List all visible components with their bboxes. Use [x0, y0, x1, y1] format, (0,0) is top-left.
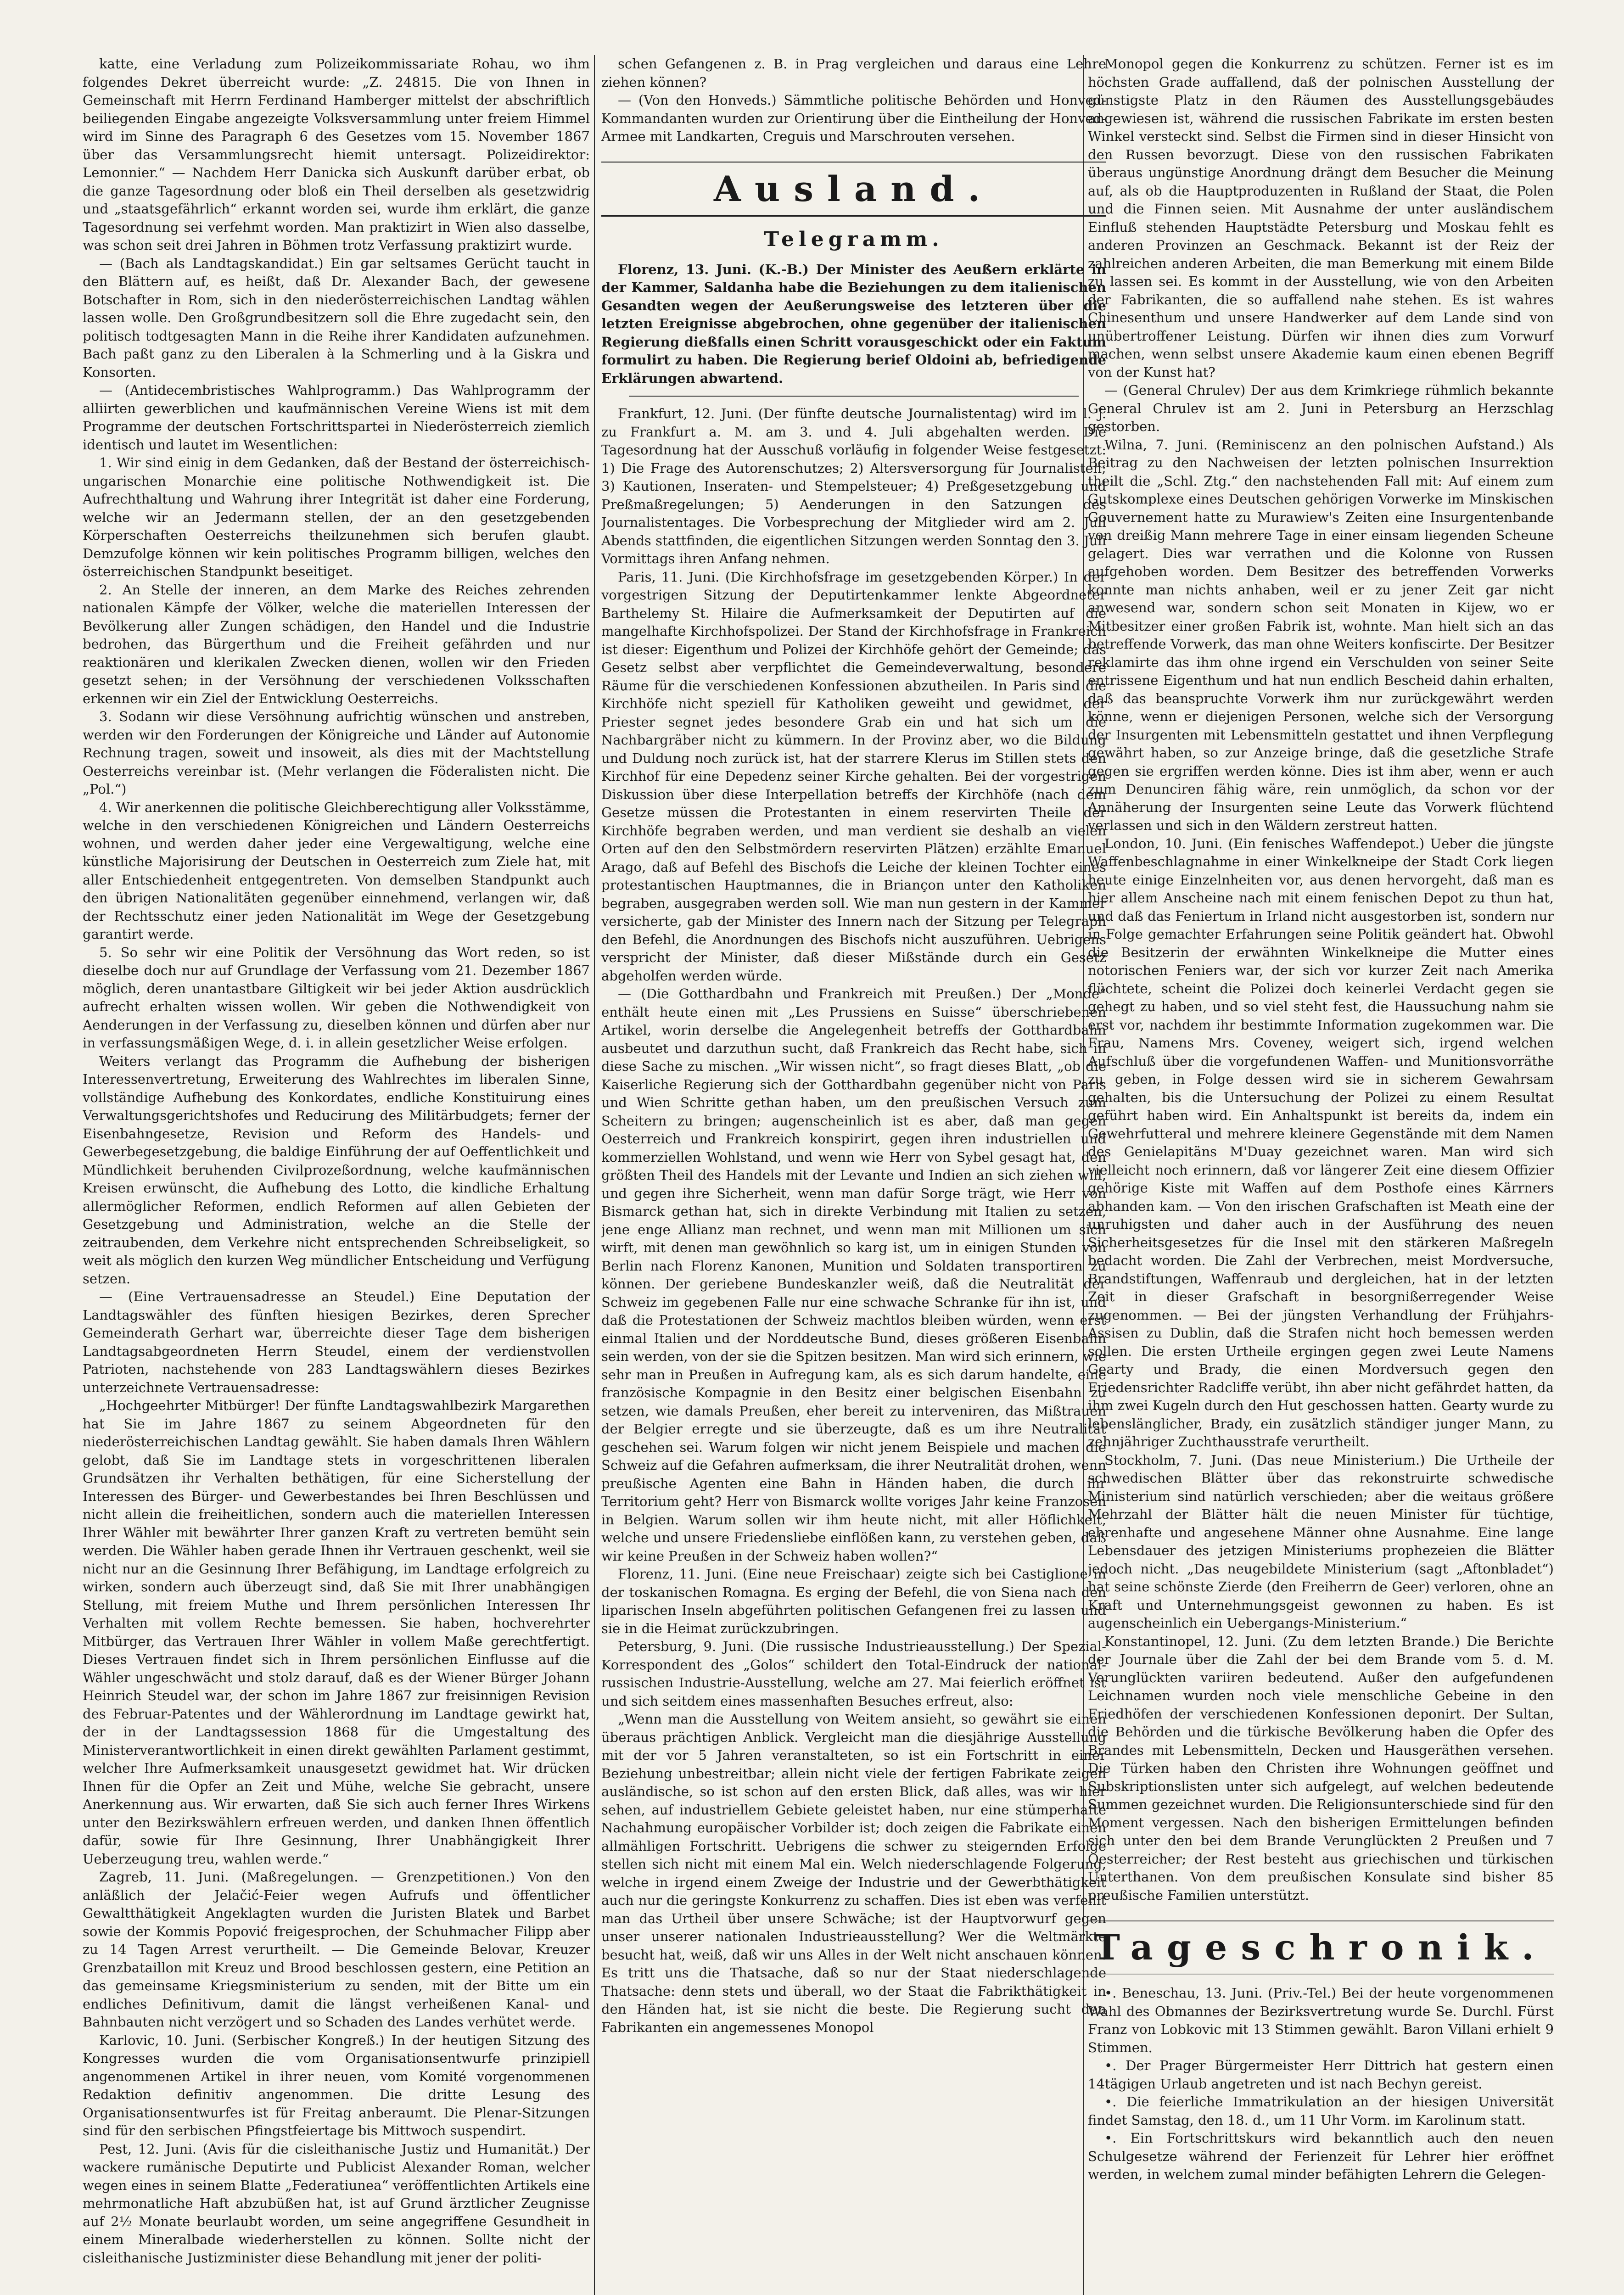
paragraph: London, 10. Juni. (Ein fenisches Waffendepot.) Ueber die jüngste Waffenbeschlagnahme in einer Winkelkneipe der Stadt Cork liegen heute einige Einzelnheiten vor, aus denen hervorgeht, daß man es hier allem Anscheine nach mit einem fenischen Depot zu thun hat, und daß das Feniertum in Irland nicht ausgestorben ist, sondern nur in Folge gemachter Erfahrungen seine Politik geändert hat. Obwohl die Besitzerin der erwähnten Winkelkneipe die Mutter eines notorischen Feniers war, der sich vor kurzer Zeit nach Amerika flüchtete, scheint die Polizei doch keinerlei Verdacht gegen sie gehegt zu haben, und so viel steht fest, die Haussuchung nahm sie erst vor, nachdem ihr bestimmte Information zugekommen war. Die Frau, Namens Mrs. Coveney, weigert sich, irgend welchen Aufschluß über die vorgefundenen Waffen- und Munitionsvorräthe zu geben, in Folge dessen wird sie in sicherem Gewahrsam gehalten, bis die Untersuchung der Polizei zu einem Resultat geführt haben wird. Ein Anhaltspunkt ist bereits da, indem ein Gewehrfutteral und mehrere kleinere Gegenstände mit dem Namen des Genielapitäns M'Duay gezeichnet waren. Man wird sich vielleicht noch erinnern, daß vor längerer Zeit eine diesem Offizier gehörige Kiste mit Waffen auf dem Posthofe eines Kärrners abhanden kam. — Von den irischen Grafschaften ist Meath eine der unruhigsten und daher auch in der Ausführung des neuen Sicherheitsgesetzes für die Insel mit den stärkeren Maßregeln bedacht worden. Die Zahl der Verbrechen, meist Mordversuche, Brandstiftungen, Waffenraub und dergleichen, hat in der letzten Zeit in dieser Grafschaft in besorgnißerregender Weise zugenommen. — Bei der jüngsten Verhandlung der Frühjahrs-Assisen zu Dublin, daß die Strafen nicht hoch bemessen werden sollen. Die ersten Urtheile ergingen gegen zwei Leute Namens Gearty und Brady, die einen Mordversuch gegen den Friedensrichter Radcliffe verübt, ihn aber nicht gefährdet hatten, da ihm zwei Kugeln durch den Hut geschossen hatten. Gearty wurde zu lebenslänglicher, Brady, ein zusätzlich ständiger junger Mann, zu zehnjähriger Zuchthausstrafe verurtheilt. [1088, 835, 1554, 1450]
paragraph: Pest, 12. Juni. (Avis für die cisleithanische Justiz und Humanität.) Der wackere rumänische Deputirte und Publicist Alexander Roman, welcher wegen eines in seinem Blatte „Federatiunea“ veröffentlichten Artikels eine mehrmonatliche Haft abzubüßen hat, ist auf Grund ärztlicher Zeugnisse auf 2½ Monate beurlaubt worden, um seine angegriffene Gesundheit in einem Mineralbade wiederherstellen zu können. Sollte nicht der cisleithanische Justizminister diese Behandlung mit jener der politi- [83, 2141, 590, 2266]
paragraph: katte, eine Verladung zum Polizeikommissariate Rohau, wo ihm folgendes Dekret überreicht wurde: „Z. 24815. Die von Ihnen in Gemeinschaft mit Herrn Ferdinand Hamberger mittelst der abschriftlich beiliegenden Eingabe angezeigte Volksversammlung unter freiem Himmel wird im Sinne des Paragraph 6 des Gesetzes vom 15. November 1867 über das Versammlungsrecht hiemit untersagt. Polizeidirektor: Lemonnier.“ — Nachdem Herr Danicka sich Auskunft darüber erbat, ob die ganze Tagesordnung oder bloß ein Theil derselben als gesetzwidrig und „staatsgefährlich“ erkannt worden sei, wurde ihm erklärt, die ganze Tagesordnung sei verfehmt worden. Man praktizirt in Wien also dasselbe, was schon seit drei Jahren in Böhmen trotz Verfassung praktizirt wurde. [83, 56, 590, 253]
paragraph: Stockholm, 7. Juni. (Das neue Ministerium.) Die Urtheile der schwedischen Blätter über das rekonstruirte schwedische Ministerium sind natürlich verschieden; aber die weitaus größere Mehrzahl der Blätter hält die neuen Minister für tüchtige, ehrenhafte und angesehene Männer ohne Ausnahme. Eine lange Lebensdauer des jetzigen Ministeriums prophezeien die Blätter jedoch nicht. „Das neugebildete Ministerium (sagt „Aftonbladet“) hat seine schönste Zierde (den Freiherrn de Geer) verloren, ohne an Kraft und Unternehmungsgeist gewonnen zu haben. Es ist augenscheinlich ein Uebergangs-Ministerium.“ [1088, 1452, 1554, 1631]
paragraph: — (Antidecembristisches Wahlprogramm.) Das Wahlprogramm der alliirten gewerblichen und kaufmännischen Vereine Wiens ist mit dem Programme der deutschen Fortschrittspartei in Niederösterreich ziemlich identisch und lautet im Wesentlichen: [83, 382, 590, 453]
paragraph: „Wenn man die Ausstellung von Weitem ansieht, so gewährt sie einen überaus prächtigen Anblick. Vergleicht man die diesjährige Ausstellung mit der vor 5 Jahren veranstalteten, so ist ein Fortschritt in einer Beziehung unbestreitbar; allein nicht viele der fertigen Fabrikate zeigen ausländische, so ist schon auf den ersten Blick, daß alles, was wir hier sehen, auf industriellem Gebiete geleistet haben, nur eine stümperhafte Nachahmung europäischer Vorbilder ist; doch zeigen die Fabrikate einen allmähligen Fortschritt. Uebrigens die schwer zu steigernden Erfolge stellen sich nicht mit einem Mal ein. Welch niederschlagende Folgerung, welche in irgend einem Zweige der Industrie und der Gewerbthätigkeit auch nur die geringste Konkurrenz zu schaffen. Dies ist eben was verfehlt man das Urtheil über unsere Schwäche; ist der Hauptvorwurf gegen unser unserer nationalen Industrieausstellung? Wer die Weltmärkte besucht hat, weiß, daß wir uns Alles in der Welt nicht anschauen können. Es tritt uns die Thatsache, daß so nur der Staat niederschlagende Thatsache: denn stets und überall, wo der Staat die Fabrikthätigkeit in den Händen hat, ist sie nicht die beste. Die Regierung sucht den Fabrikanten ein angemessenes Monopol [601, 1711, 1106, 2035]
paragraph: •. Beneschau, 13. Juni. (Priv.-Tel.) Bei der heute vorgenommenen Wahl des Obmannes der Bezirksvertretung wurde Se. Durchl. Fürst Franz von Lobkovic mit 13 Stimmen gewählt. Baron Villani erhielt 9 Stimmen. [1088, 1985, 1554, 2055]
section-title-ausland: Ausland. [601, 162, 1106, 217]
telegram-heading: Telegramm. [764, 227, 944, 251]
paragraph: Paris, 11. Juni. (Die Kirchhofsfrage im gesetzgebenden Körper.) In der vorgestrigen Sitzung der Deputirtenkammer lenkte Abgeordneter Barthelemy St. Hilaire die Aufmerksamkeit der Deputirten auf die mangelhafte Kirchhofspolizei. Der Stand der Kirchhofsfrage in Frankreich ist dieser: Eigenthum und Polizei der Kirchhöfe gehört der Gemeinde; das Gesetz selbst aber verpflichtet die Gemeindeverwaltung, besondere Räume für die verschiedenen Konfessionen abzutheilen. In Paris sind die Kirchhöfe nicht speziell für Katholiken geweiht und gewidmet, der Priester segnet jedes besondere Grab ein und hat sich um die Nachbargräber nicht zu kümmern. In der Provinz aber, wo die Bildung und Duldung noch zurück ist, hat der starrere Klerus im Stillen stets den Kirchhof für eine Depedenz seiner Kirche gehalten. Bei der vorgestrigen Diskussion über diese Interpellation betreffs der Kirchhöfe (nach dem Gesetze müssen die Protestanten in einem reservirten Theile der Kirchhöfe begraben werden, und man verdient sie deshalb an vielen Orten auf den den Selbstmördern reservirten Plätzen) erzählte Emanuel Arago, daß auf Befehl des Bischofs die Leiche der kleinen Tochter eines protestantischen Hauptmannes, die in Briançon unter den Katholiken begraben, ausgegraben werden soll. Wie man nun gestern in der Kammer versicherte, gab der Minister des Innern nach der Sitzung per Telegraph den Befehl, die Anordnungen des Bischofs nicht auszuführen. Uebrigens verspricht der Minister, daß dieser Mißstände durch ein Gesetz abgeholfen werden würde. [601, 569, 1106, 984]
paragraph: 1. Wir sind einig in dem Gedanken, daß der Bestand der österreichisch-ungarischen Monarchie eine politische Nothwendigkeit ist. Die Aufrechthaltung und Wahrung ihrer Integrität ist daher eine Forderung, welche wir an Jedermann stellen, der an den gesetzgebenden Körperschaften Oesterreichs theilzunehmen sich berufen glaubt. Demzufolge können wir kein politisches Programm billigen, welches den österreichischen Standpunkt beseitiget. [83, 455, 590, 579]
paragraph: — (Eine Vertrauensadresse an Steudel.) Eine Deputation der Landtagswähler des fünften hiesigen Bezirkes, deren Sprecher Gemeinderath Gerhart war, überreichte dieser Tage dem bisherigen Landtagsabgeordneten Herrn Steudel, einem der verdienstvollen Patrioten, nachstehende von 283 Landtagswählern dieses Bezirkes unterzeichnete Vertrauensadresse: [83, 1289, 590, 1395]
section-title-tageschronik: Tageschronik. [1088, 1920, 1554, 1975]
paragraph: 3. Sodann wir diese Versöhnung aufrichtig wünschen und anstreben, werden wir den Forderungen der Königreiche und Länder auf Autonomie Rechnung tragen, soweit und insoweit, als dies mit der Machtstellung Oesterreichs vereinbar ist. (Mehr verlangen die Föderalisten nicht. Die „Pol.“) [83, 709, 590, 797]
column-1 [83, 55, 590, 2295]
paragraph: 4. Wir anerkennen die politische Gleichberechtigung aller Volksstämme, welche in den verschiedenen Königreichen und Ländern Oesterreichs wohnen, und werden daher jeder eine Vergewaltigung, welche eine künstliche Majorisirung der Deutschen in Oesterreich zum Ziele hat, mit aller Entschiedenheit entgegentreten. Von demselben Standpunkt auch den übrigen Nationalitäten gegenüber einnehmend, verlangen wir, daß der Rechtsschutz einer jeden Nationalität im Wege der Gesetzgebung garantirt werde. [83, 799, 590, 942]
paragraph: Wilna, 7. Juni. (Reminiscenz an den polnischen Aufstand.) Als Beitrag zu den Nachweisen der letzten polnischen Insurrektion theilt die „Schl. Ztg.“ den nachstehenden Fall mit: Auf einem zum Gutskomplexe eines Deutschen gehörigen Vorwerke im Minskischen Gouvernement hatte zu Murawiew's Zeiten eine Insurgentenbande von dreißig Mann mehrere Tage in einer einsam liegenden Scheune gelagert. Dies war verrathen und die Kolonne von Russen aufgehoben worden. Dem Besitzer des betreffenden Vorwerks konnte man nichts anhaben, weil er zu jener Zeit gar nicht anwesend war, sondern schon seit Monaten in Kijew, wo er Mitbesitzer einer großen Fabrik ist, wohnte. Man hielt sich an das betreffende Vorwerk, das man ohne Weiters konfiscirte. Der Besitzer reklamirte das ihm ohne irgend ein Verschulden von seiner Seite entrissene Eigenthum und hat nun endlich Bescheid dahin erhalten, daß das beanspruchte Vorwerk ihm nur zurückgewährt werden könne, wenn er diejenigen Personen, welche sich der Versorgung der Insurgenten mit Lebensmitteln gestattet und ihnen Verpflegung gewährt haben, so zur Anzeige bringe, daß die gesetzliche Strafe gegen sie ergriffen werden könne. Dies ist ihm aber, wenn er auch zum Denunciren fähig wäre, rein unmöglich, da schon vor der Annäherung der Insurgenten seine Leute das Vorwerk flüchtend verlassen und sich in den Wäldern zerstreut hatten. [1088, 437, 1554, 833]
telegram-paragraph: Florenz, 13. Juni. (K.-B.) Der Minister des Aeußern erklärte in der Kammer, Saldanha habe die Beziehungen zu dem italienischen Gesandten wegen der Aeußerungsweise des letzteren über die letzten Ereignisse abgebrochen, ohne gegenüber der italienischen Regierung dießfalls einen Schritt vorausgeschickt oder ein Faktum formulirt zu haben. Die Regierung berief Oldoini ab, befriedigende Erklärungen abwartend. [601, 261, 1106, 386]
paragraph: — (Die Gotthardbahn und Frankreich mit Preußen.) Der „Monde“ enthält heute einen mit „Les Prussiens en Suisse“ überschriebenen Artikel, worin derselbe die Angelegenheit betreffs der Gotthardbahn ausbeutet und darzuthun sucht, daß Frankreich das Recht habe, sich in diese Sache zu mischen. „Wir wissen nicht“, so fragt dieses Blatt, „ob die Kaiserliche Regierung sich der Gotthardbahn gegenüber nicht von Paris und Wien Schritte gethan haben, um den preußischen Versuch zum Scheitern zu bringen; augenscheinlich ist es aber, daß man gegen Oesterreich und Frankreich konspirirt, gegen ihren industriellen und kommerziellen Wohlstand, und wenn wie Herr von Sybel gesagt hat, den größten Theil des Handels mit der Levante und Indien an sich ziehen will, und gegen ihre Sicherheit, wenn man dafür Sorge trägt, wie Herr von Bismarck gethan hat, sich in direkte Verbindung mit Italien zu setzen, jene enge Allianz man rechnet, und wenn man mit Millionen um sich wirft, mit denen man gewöhnlich so karg ist, um in einigen Stunden von Berlin nach Florenz Kanonen, Munition und Soldaten transportiren zu können. Der geriebene Bundeskanzler weiß, daß die Neutralität der Schweiz im gegebenen Falle nur eine schwache Schranke für ihn ist, und daß die Protestationen der Schweiz machtlos bleiben würden, wenn erst einmal Italien und der Norddeutsche Bund, dieses größeren Eisenbahn sein werden, von der sie die Spitzen besitzen. Man wird sich erinnern, wie sehr man in Preußen in Aufregung kam, als es sich darum handelte, eine französische Kompagnie in den Besitz einer belgischen Eisenbahn zu setzen, wie damals Preußen, eher bereit zu interveniren, das Mißtrauen der Belgier erregte und sie überzeugte, daß es um ihre Neutralität geschehen sei. Warum folgen wir nicht jenem Beispiele und machen die Schweiz auf die Gefahren aufmerksam, die ihrer Neutralität drohen, wenn preußische Agenten eine Bahn in Händen haben, die durch ihr Territorium geht? Herr von Bismarck wollte voriges Jahr keine Franzosen in Belgien. Warum sollen wir ihm heute nicht, mit aller Höflichkeit, welche und unsere Friedensliebe einflößen kann, zu verstehen geben, daß wir keine Preußen in der Schweiz haben wollen?“ [601, 986, 1106, 1564]
paragraph: Karlovic, 10. Juni. (Serbischer Kongreß.) In der heutigen Sitzung des Kongresses wurden die vom Organisationsentwurfe prinzipiell angenommenen Artikel in ihrer neuen, vom Komité vorgenommenen Redaktion definitiv angenommen. Die dritte Lesung des Organisationsentwurfes ist für Freitag anberaumt. Die Plenar-Sitzungen sind für den serbischen Pfingstfeiertage bis Mittwoch suspendirt. [83, 2032, 590, 2138]
paragraph: Frankfurt, 12. Juni. (Der fünfte deutsche Journalistentag) wird im l. J. zu Frankfurt a. M. am 3. und 4. Juli abgehalten werden. Die Tagesordnung hat der Ausschuß vorläufig in folgender Weise festgesetzt: 1) Die Frage des Autorenschutzes; 2) Altersversorgung für Journalisten; 3) Kautionen, Inseraten- und Stempelsteuer; 4) Preßgesetzgebung und Preßmaßregelungen; 5) Aenderungen in den Satzungen des Journalistentages. Die Vorbesprechung der Mitglieder wird am 2. Juli Abends stattfinden, die eigentlichen Sitzungen werden Sonntag den 3. Juli Vormittags ihren Anfang nehmen. [601, 406, 1106, 566]
paragraph: •. Ein Fortschrittskurs wird bekanntlich auch den neuen Schulgesetze während der Ferienzeit für Lehrer hier eröffnet werden, in welchem zumal minder befähigten Lehrern die Gelegen- [1088, 2130, 1554, 2182]
divider [629, 396, 1079, 397]
paragraph: 5. So sehr wir eine Politik der Versöhnung das Wort reden, so ist dieselbe doch nur auf Grundlage der Verfassung vom 21. Dezember 1867 möglich, deren unantastbare Giltigkeit wir bei jeder Aktion ausdrücklich aufrecht erhalten wissen wollen. Wir geben die Nothwendigkeit von Aenderungen in der Verfassung zu, dieselben können und dürfen aber nur in verfassungsmäßigen Wege, d. i. in allein gesetzlicher Weise erfolgen. [83, 944, 590, 1051]
paragraph: •. Der Prager Bürgermeister Herr Dittrich hat gestern einen 14tägigen Urlaub angetreten und ist nach Bechyn gereist. [1088, 2058, 1554, 2092]
paragraph: 2. An Stelle der inneren, an dem Marke des Reiches zehrenden nationalen Kämpfe der Völker, welche die materiellen Interessen der Bevölkerung aller Zungen schädigen, den Handel und die Industrie bedrohen, das Bürgerthum und die Freiheit gefährden und nur reaktionären und klerikalen Zwecken dienen, wollen wir den Frieden gesetzt sehen; in der Versöhnung der verschiedenen Volksschaften erkennen wir ein Ziel der Entwicklung Oesterreichs. [83, 582, 590, 706]
paragraph: — (Von den Honveds.) Sämmtliche politische Behörden und Honved-Kommandanten wurden zur Orientirung über die Eintheilung der Honved-Armee mit Landkarten, Creguis und Marschrouten versehen. [601, 92, 1106, 144]
column-3 [1088, 55, 1554, 2295]
paragraph: •. Die feierliche Immatrikulation an der hiesigen Universität findet Samstag, den 18. d., um 11 Uhr Vorm. im Karolinum statt. [1088, 2094, 1554, 2128]
paragraph: Konstantinopel, 12. Juni. (Zu dem letzten Brande.) Die Berichte der Journale über die Zahl der bei dem Brande vom 5. d. M. Verunglückten variiren bedeutend. Außer den aufgefundenen Leichnamen wurden noch viele menschliche Gebeine in den Friedhöfen der verschiedenen Konfessionen deponirt. Der Sultan, die Behörden und die türkische Bevölkerung haben die Opfer des Brandes mit Lebensmitteln, Decken und Hausgeräthen versehen. Die Türken haben den Christen ihre Wohnungen geöffnet und Subskriptionslisten unter sich aufgelegt, auf welchen bedeutende Summen gezeichnet wurden. Die Religionsunterschiede sind für den Moment vergessen. Nach den bisherigen Ermittelungen befinden sich unter den bei dem Brande Verunglückten 2 Preußen und 7 Oesterreicher; der Rest besteht aus griechischen und türkischen Unterthanen. Von dem preußischen Konsulate sind bisher 85 preußische Familien unterstützt. [1088, 1633, 1554, 1903]
paragraph: „Hochgeehrter Mitbürger! Der fünfte Landtagswahlbezirk Margarethen hat Sie im Jahre 1867 zu seinem Abgeordneten für den niederösterreichischen Landtag gewählt. Sie haben damals Ihren Wählern gelobt, daß Sie im Landtage stets in vorgeschrittenen liberalen Grundsätzen ihr Verhalten bethätigen, für eine Sicherstellung der Interessen des Bürger- und Gewerbestandes bei Ihren Beschlüssen und nicht allein die freiheitlichen, sondern auch die materiellen Interessen Ihrer Wähler mit bewährter Ihrer ganzen Kraft zu vertreten bemüht sein werden. Die Wähler haben gerade Ihnen ihr Vertrauen geschenkt, weil sie nicht nur an die Gesinnung Ihrer Befähigung, im Landtage erfolgreich zu wirken, sondern auch überzeugt sind, daß Sie mit Ihrer unabhängigen Stellung, mit freiem Muthe und Ihrem persönlichen Interessen Ihr Verhalten mit vollem Rechte bemessen. Sie haben, hochverehrter Mitbürger, das Vertrauen Ihrer Wähler in vollem Maße gerechtfertigt. Dieses Vertrauen findet sich in Ihrem persönlichen Einflusse auf die Wähler ungeschwächt und stolz darauf, daß es der Wiener Bürger Johann Heinrich Steudel war, der schon im Jahre 1867 zur freisinnigen Revision des Februar-Patentes und der Wählerordnung im Landtage gewirkt hat, der in der Landtagssession 1868 für die Umgestaltung des Ministerverantwortlichkeit in einen direkt gewählten Parlament gestimmt, welcher Ihre Aufmerksamkeit unausgesetzt gewidmet hat. Wir drücken Ihnen für die Opfer an Zeit und Mühe, welche Sie gebracht, unsere Anerkennung aus. Wir erwarten, daß Sie sich auch ferner Ihres Wirkens unter den Bezirkswählern erfreuen werden, und danken Ihnen öffentlich dafür, sowie für Ihre Gesinnung, Ihrer Unabhängigkeit Ihrer Ueberzeugung treu, wahlen werde.“ [83, 1398, 590, 1867]
paragraph: Petersburg, 9. Juni. (Die russische Industrieausstellung.) Der Spezial-Korrespondent des „Golos“ schildert den Total-Eindruck der national-russischen Industrie-Ausstellung, welche am 27. Mai feierlich eröffnet ist und sich seitdem eines massenhaften Besuches erfreut, also: [601, 1639, 1106, 1709]
paragraph: Florenz, 11. Juni. (Eine neue Freischaar) zeigte sich bei Castiglione in der toskanischen Romagna. Es erging der Befehl, die von Siena nach den liparischen Inseln abgeführten politischen Gefangenen frei zu lassen und sie in die Heimat zurückzubringen. [601, 1566, 1106, 1636]
paragraph: — (General Chrulev) Der aus dem Krimkriege rühmlich bekannte General Chrulev ist am 2. Juni in Petersburg an Herzschlag gestorben. [1088, 382, 1554, 434]
paragraph: Monopol gegen die Konkurrenz zu schützen. Ferner ist es im höchsten Grade auffallend, daß der polnischen Ausstellung der günstigste Platz in den Räumen des Ausstellungsgebäudes angewiesen ist, während die russischen Fabrikate im ersten besten Winkel versteckt sind. Selbst die Firmen sind in dieser Hinsicht von den Russen bevorzugt. Diese von den russischen Fabrikaten überaus ungünstige Anordnung drängt dem Besucher die Meinung auf, als ob die Hauptproduzenten in Rußland der Staat, die Polen und die Finnen seien. Mit Ausnahme der unter ausländischem Einfluß stehenden Hauptstädte Petersburg und Moskau fehlt es anderen Provinzen an Geschmack. Bekannt ist der Reiz der zahlreichen anderen Arbeiten, die man Bemerkung mit einem Bilde zu lassen sei. Es kommt in der Ausstellung, wie von den Arbeiten der Fabrikanten, die so auffallend nahe stehen. Es ist wahres Chinesenthum und unsere Handwerker auf dem Lande sind von unübertroffener Leistung. Dürfen wir ihnen dies zum Vorwurf machen, wenn selbst unsere Akademie kaum einen ebenen Begriff von der Kunst hat? [1088, 56, 1554, 380]
paragraph: Zagreb, 11. Juni. (Maßregelungen. — Grenzpetitionen.) Von den anläßlich der Jelačić-Feier wegen Aufrufs und öffentlicher Gewaltthätigkeit Angeklagten wurden die Juristen Blatek und Barbet sowie der Kommis Popović freigesprochen, der Schuhmacher Filipp aber zu 14 Tagen Arrest verurtheilt. — Die Gemeinde Belovar, Kreuzer Grenzbataillon mit Kreuz und Brood beschlossen gestern, eine Petition an das gemeinsame Kriegsministerium zu senden, mit der Bitte um ein endliches Definitivum, damit die längst verheißenen Kanal- und Bahnbauten nicht verzögert und so Schaden des Landes verhütet werde. [83, 1869, 590, 2030]
column-2 [601, 55, 1106, 2295]
column-rule-left [594, 55, 595, 2295]
paragraph: Weiters verlangt das Programm die Aufhebung der bisherigen Interessenvertretung, Erweiterung des Wahlrechtes im liberalen Sinne, vollständige Aufhebung des Konkordates, endliche Konstituirung eines Verwaltungsgerichtshofes und Reducirung des Militärbudgets; ferner der Eisenbahngesetze, Revision und Reform des Handels- und Gewerbegesetzgebung, die baldige Einführung der auf Oeffentlichkeit und Mündlichkeit beruhenden Civilprozeßordnung, welche kaufmännischen Kreisen erwünscht, die Aufhebung des Lotto, die kindliche Erhaltung allermöglicher Reformen, endlich Reformen auf allen Gebieten der Gesetzgebung und Administration, welche an die Stelle der zeitraubenden, dem Verkehre nicht entsprechenden Schreibseligkeit, so weit als möglich den kurzen Weg mündlicher Entscheidung und Verfügung setzen. [83, 1053, 590, 1287]
paragraph: — (Bach als Landtagskandidat.) Ein gar seltsames Gerücht taucht in den Blättern auf, es heißt, daß Dr. Alexander Bach, der gewesene Botschafter in Rom, sich in den niederösterreichischen Landtag wählen lassen wolle. Den Großgrundbesitzern soll die Ehre zugedacht sein, den politisch todtgesagten Mann in die Reihe ihrer Kandidaten aufzunehmen. Bach paßt ganz zu den Liberalen à la Schmerling und à la Giskra und Konsorten. [83, 255, 590, 380]
paragraph: schen Gefangenen z. B. in Prag vergleichen und daraus eine Lehre ziehen können? [601, 56, 1106, 90]
